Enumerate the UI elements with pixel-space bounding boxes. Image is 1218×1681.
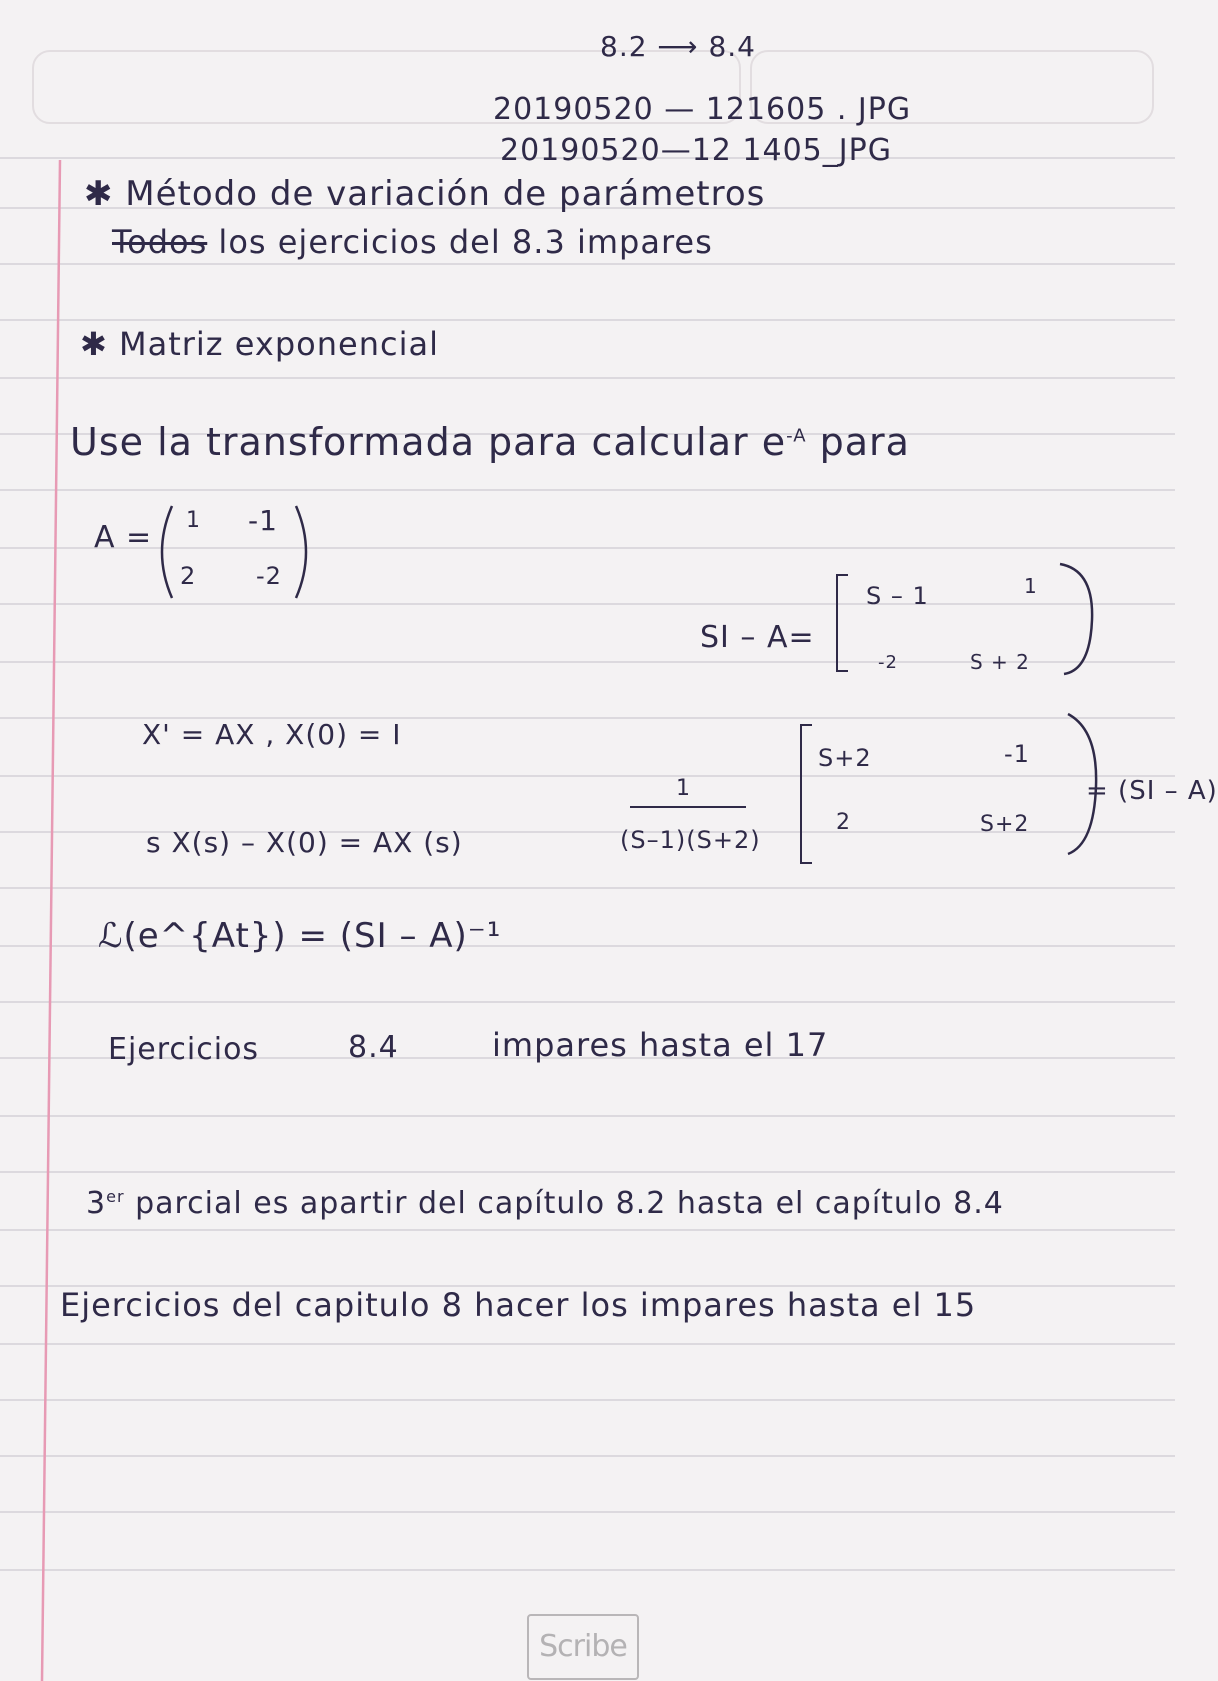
si-minus-a-label: SI – A= <box>700 620 815 655</box>
matrix-a-r2c2: -2 <box>256 562 282 590</box>
laplace-exponential: ℒ(e^{At}) = (SI – A)⁻¹ <box>98 916 502 956</box>
inverse-r2c2: S+2 <box>980 812 1030 837</box>
matrix-a-parens <box>150 502 320 602</box>
inverse-r1c2: -1 <box>1004 740 1030 768</box>
laplace-equation: s X(s) – X(0) = AX (s) <box>146 826 463 859</box>
initial-value-problem: X' = AX , X(0) = I <box>142 718 402 751</box>
si-minus-a-r2c2: S + 2 <box>970 650 1030 674</box>
exercises-section: 8.4 <box>348 1030 399 1065</box>
scribe-watermark: Scribe <box>527 1614 639 1680</box>
partial-number: 3 <box>86 1186 107 1221</box>
exercises-odd-until-17: impares hasta el 17 <box>492 1026 829 1064</box>
si-minus-a-r1c1: S – 1 <box>866 582 929 610</box>
exponent: -A <box>786 425 807 447</box>
transform-end: para <box>806 420 910 464</box>
exercises-label: Ejercicios <box>108 1032 260 1067</box>
partial-exam-note <box>86 1186 1004 1221</box>
inverse-r2c1: 2 <box>836 810 851 835</box>
matrix-a-r1c2: -1 <box>248 504 278 537</box>
image-filename-2: 20190520—12 1405_JPG <box>500 133 892 168</box>
method-heading: ✱ Método de variación de parámetros <box>84 174 766 214</box>
partial-ordinal: er <box>106 1187 125 1206</box>
matrix-a-label: A = <box>94 520 153 555</box>
si-minus-a-r1c2: 1 <box>1024 574 1038 598</box>
transform-text: Use la transformada para calcular e <box>70 420 787 464</box>
chapter-range: 8.2 ⟶ 8.4 <box>600 30 756 63</box>
matrix-a-r2c1: 2 <box>180 562 197 590</box>
odd-exercises-note <box>112 223 713 261</box>
si-minus-a-r2c1: -2 <box>878 652 898 673</box>
inverse-numerator: 1 <box>676 776 691 801</box>
transform-instruction <box>70 420 910 464</box>
inverse-rhs: = (SI – A) <box>1086 776 1218 806</box>
inverse-denominator: (S–1)(S+2) <box>620 826 761 854</box>
chapter8-exercises-note: Ejercicios del capitulo 8 hacer los impares hasta el 15 <box>60 1286 977 1324</box>
si-minus-a-right-brace <box>1054 560 1104 680</box>
inverse-left-bracket <box>800 724 812 864</box>
inverse-fraction-bar <box>630 806 746 808</box>
struck-word: Todos <box>112 223 208 261</box>
odd-exercises-text: los ejercicios del 8.3 impares <box>207 223 713 261</box>
matrix-exp-heading: ✱ Matriz exponencial <box>80 325 439 363</box>
partial-text: parcial es apartir del capítulo 8.2 hasta el capítulo 8.4 <box>135 1186 1004 1221</box>
si-minus-a-left-bracket <box>836 574 848 672</box>
matrix-a-r1c1: 1 <box>186 508 201 533</box>
inverse-r1c1: S+2 <box>818 744 872 772</box>
image-filename-1: 20190520 — 121605 . JPG <box>493 92 912 127</box>
